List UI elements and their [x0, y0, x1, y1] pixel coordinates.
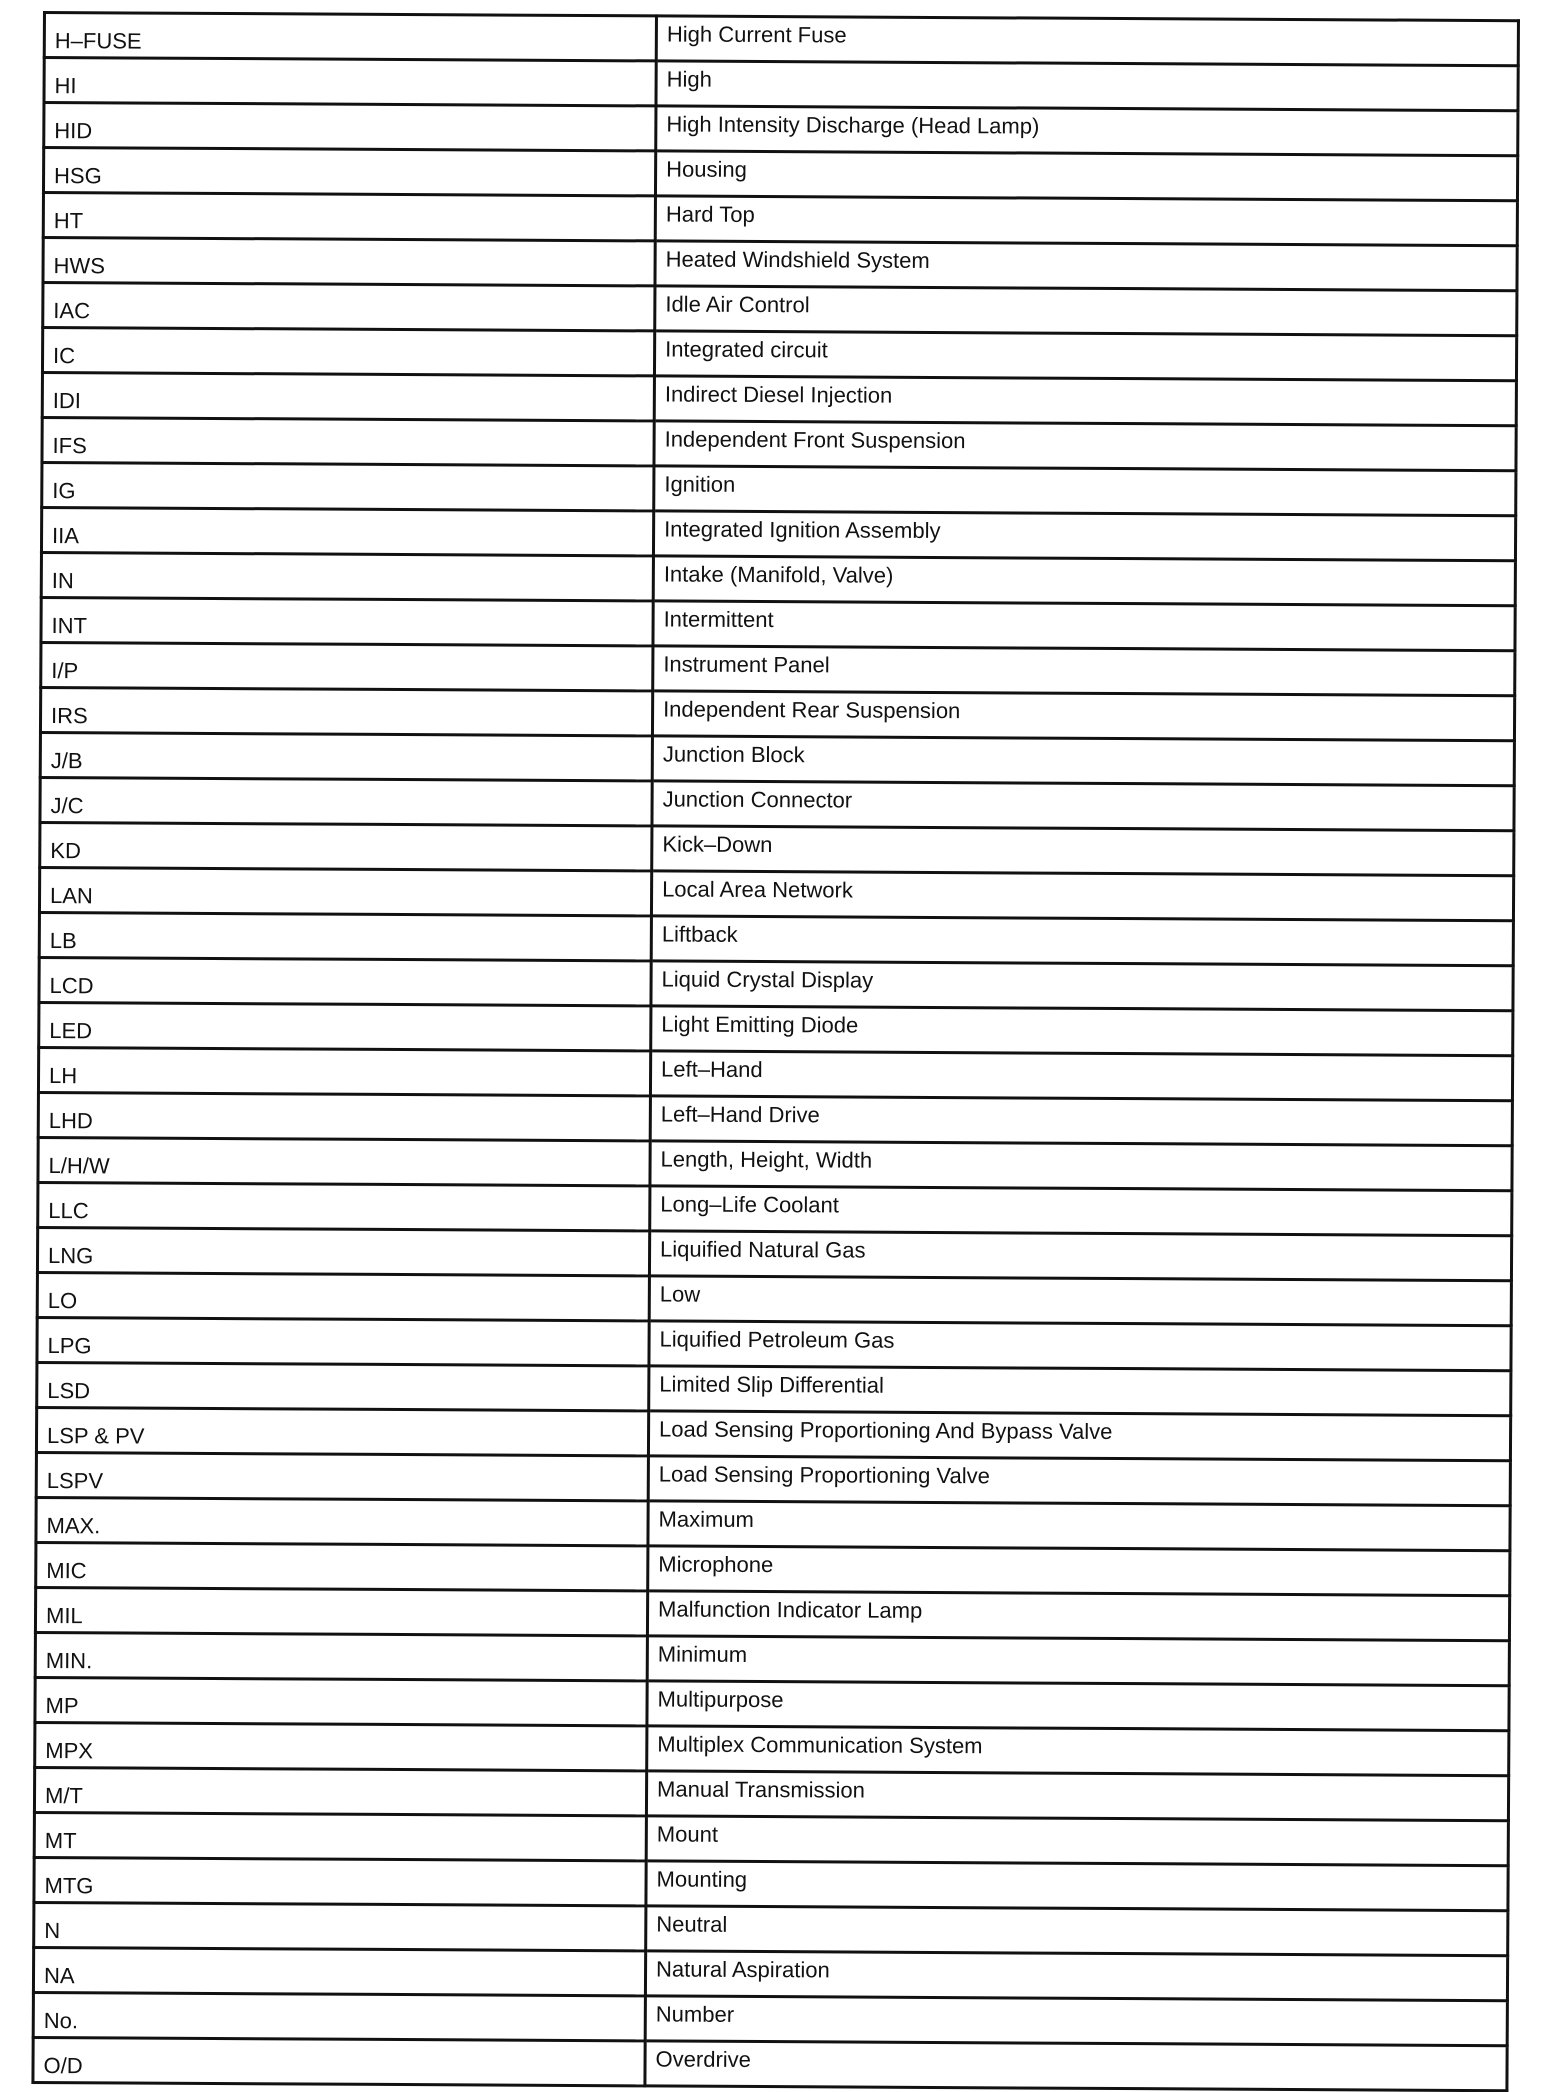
- abbreviation-cell: LSP & PV: [36, 1407, 648, 1455]
- abbreviation-cell: MAX.: [36, 1497, 648, 1545]
- meaning-cell: Idle Air Control: [655, 286, 1517, 336]
- abbreviation-cell: IRS: [40, 687, 652, 735]
- abbreviation-cell: IAC: [43, 283, 655, 331]
- table-row: [41, 508, 1515, 561]
- abbreviation-cell: N: [34, 1902, 646, 1950]
- meaning-cell: Limited Slip Differential: [649, 1366, 1511, 1416]
- table-body: [33, 13, 1519, 2091]
- abbreviation-cell: HID: [44, 103, 656, 151]
- table-row: [42, 373, 1516, 426]
- abbreviation-cell: LNG: [37, 1227, 649, 1275]
- meaning-cell: Intermittent: [653, 601, 1515, 651]
- abbreviation-cell: HI: [44, 58, 656, 106]
- meaning-cell: Load Sensing Proportioning Valve: [648, 1456, 1510, 1506]
- meaning-cell: Indirect Diesel Injection: [654, 376, 1516, 426]
- meaning-cell: Light Emitting Diode: [651, 1006, 1513, 1056]
- meaning-cell: Junction Block: [652, 736, 1514, 786]
- meaning-cell: Independent Rear Suspension: [652, 691, 1514, 741]
- abbreviation-cell: LB: [39, 912, 651, 960]
- abbreviation-cell: HSG: [43, 148, 655, 196]
- abbreviation-cell: LLC: [38, 1182, 650, 1230]
- meaning-cell: Minimum: [647, 1636, 1509, 1686]
- meaning-cell: Intake (Manifold, Valve): [653, 556, 1515, 606]
- meaning-cell: Malfunction Indicator Lamp: [647, 1591, 1509, 1641]
- abbreviation-cell: LAN: [39, 867, 651, 915]
- meaning-cell: Load Sensing Proportioning And Bypass Valve: [648, 1411, 1510, 1461]
- meaning-cell: Liquified Petroleum Gas: [649, 1321, 1511, 1371]
- meaning-cell: Hard Top: [655, 196, 1517, 246]
- abbreviation-cell: LH: [38, 1047, 650, 1095]
- meaning-cell: Low: [649, 1276, 1511, 1326]
- meaning-cell: Ignition: [654, 466, 1516, 516]
- abbreviation-cell: IIA: [41, 508, 653, 556]
- abbreviation-cell: O/D: [33, 2037, 645, 2085]
- meaning-cell: High: [656, 61, 1518, 111]
- abbreviation-cell: IC: [42, 328, 654, 376]
- table-row: [36, 1542, 1510, 1595]
- meaning-cell: Housing: [655, 151, 1517, 201]
- abbreviation-cell: KD: [40, 822, 652, 870]
- table-row: [36, 1497, 1510, 1550]
- abbreviation-cell: IN: [41, 552, 653, 600]
- abbreviation-cell: LCD: [39, 957, 651, 1005]
- meaning-cell: Manual Transmission: [646, 1771, 1508, 1821]
- table-row: [36, 1407, 1510, 1460]
- meaning-cell: Independent Front Suspension: [654, 421, 1516, 471]
- meaning-cell: Length, Height, Width: [650, 1141, 1512, 1191]
- meaning-cell: High Intensity Discharge (Head Lamp): [656, 106, 1518, 156]
- abbreviation-cell: MPX: [35, 1722, 647, 1770]
- abbreviation-cell: H–FUSE: [44, 13, 656, 61]
- meaning-cell: Junction Connector: [652, 781, 1514, 831]
- meaning-cell: Kick–Down: [652, 826, 1514, 876]
- abbreviation-cell: J/C: [40, 777, 652, 825]
- table-row: [37, 1362, 1511, 1415]
- abbreviation-cell: IFS: [42, 418, 654, 466]
- meaning-cell: Long–Life Coolant: [650, 1186, 1512, 1236]
- abbreviation-cell: LSD: [37, 1362, 649, 1410]
- meaning-cell: Instrument Panel: [653, 646, 1515, 696]
- abbreviation-cell: MIN.: [35, 1632, 647, 1680]
- abbreviation-cell: LED: [39, 1002, 651, 1050]
- abbreviation-cell: LHD: [38, 1092, 650, 1140]
- meaning-cell: Liquid Crystal Display: [651, 961, 1513, 1011]
- table-row: [42, 463, 1516, 516]
- table-row: [33, 2037, 1507, 2090]
- abbreviation-cell: IG: [42, 463, 654, 511]
- table-row: [36, 1452, 1510, 1505]
- abbreviation-cell: I/P: [41, 642, 653, 690]
- abbreviation-cell: MTG: [34, 1857, 646, 1905]
- table-row: [42, 418, 1516, 471]
- abbreviation-cell: M/T: [34, 1767, 646, 1815]
- abbreviation-cell: MIC: [36, 1542, 648, 1590]
- abbreviation-cell: L/H/W: [38, 1137, 650, 1185]
- document-page: [31, 11, 1493, 2092]
- meaning-cell: Liftback: [651, 916, 1513, 966]
- abbreviation-cell: IDI: [42, 373, 654, 421]
- meaning-cell: Mounting: [646, 1861, 1508, 1911]
- abbreviation-cell: J/B: [40, 732, 652, 780]
- meaning-cell: Mount: [646, 1816, 1508, 1866]
- meaning-cell: High Current Fuse: [656, 16, 1518, 66]
- meaning-cell: Number: [645, 1996, 1507, 2046]
- meaning-cell: Left–Hand: [650, 1051, 1512, 1101]
- abbreviation-cell: NA: [33, 1947, 645, 1995]
- meaning-cell: Natural Aspiration: [645, 1951, 1507, 2001]
- meaning-cell: Multipurpose: [647, 1681, 1509, 1731]
- meaning-cell: Heated Windshield System: [655, 241, 1517, 291]
- abbreviation-cell: HWS: [43, 238, 655, 286]
- abbreviation-cell: MT: [34, 1812, 646, 1860]
- abbreviation-cell: No.: [33, 1992, 645, 2040]
- meaning-cell: Liquified Natural Gas: [649, 1231, 1511, 1281]
- abbreviation-table: [31, 11, 1520, 2092]
- abbreviation-cell: INT: [41, 597, 653, 645]
- meaning-cell: Overdrive: [645, 2041, 1507, 2091]
- meaning-cell: Integrated Ignition Assembly: [653, 511, 1515, 561]
- meaning-cell: Maximum: [648, 1501, 1510, 1551]
- meaning-cell: Neutral: [646, 1906, 1508, 1956]
- abbreviation-cell: LO: [37, 1272, 649, 1320]
- abbreviation-cell: MIL: [35, 1587, 647, 1635]
- meaning-cell: Multiplex Communication System: [647, 1726, 1509, 1776]
- meaning-cell: Microphone: [648, 1546, 1510, 1596]
- abbreviation-cell: LPG: [37, 1317, 649, 1365]
- abbreviation-cell: MP: [35, 1677, 647, 1725]
- meaning-cell: Local Area Network: [651, 871, 1513, 921]
- abbreviation-cell: HT: [43, 193, 655, 241]
- meaning-cell: Left–Hand Drive: [650, 1096, 1512, 1146]
- meaning-cell: Integrated circuit: [654, 331, 1516, 381]
- abbreviation-cell: LSPV: [36, 1452, 648, 1500]
